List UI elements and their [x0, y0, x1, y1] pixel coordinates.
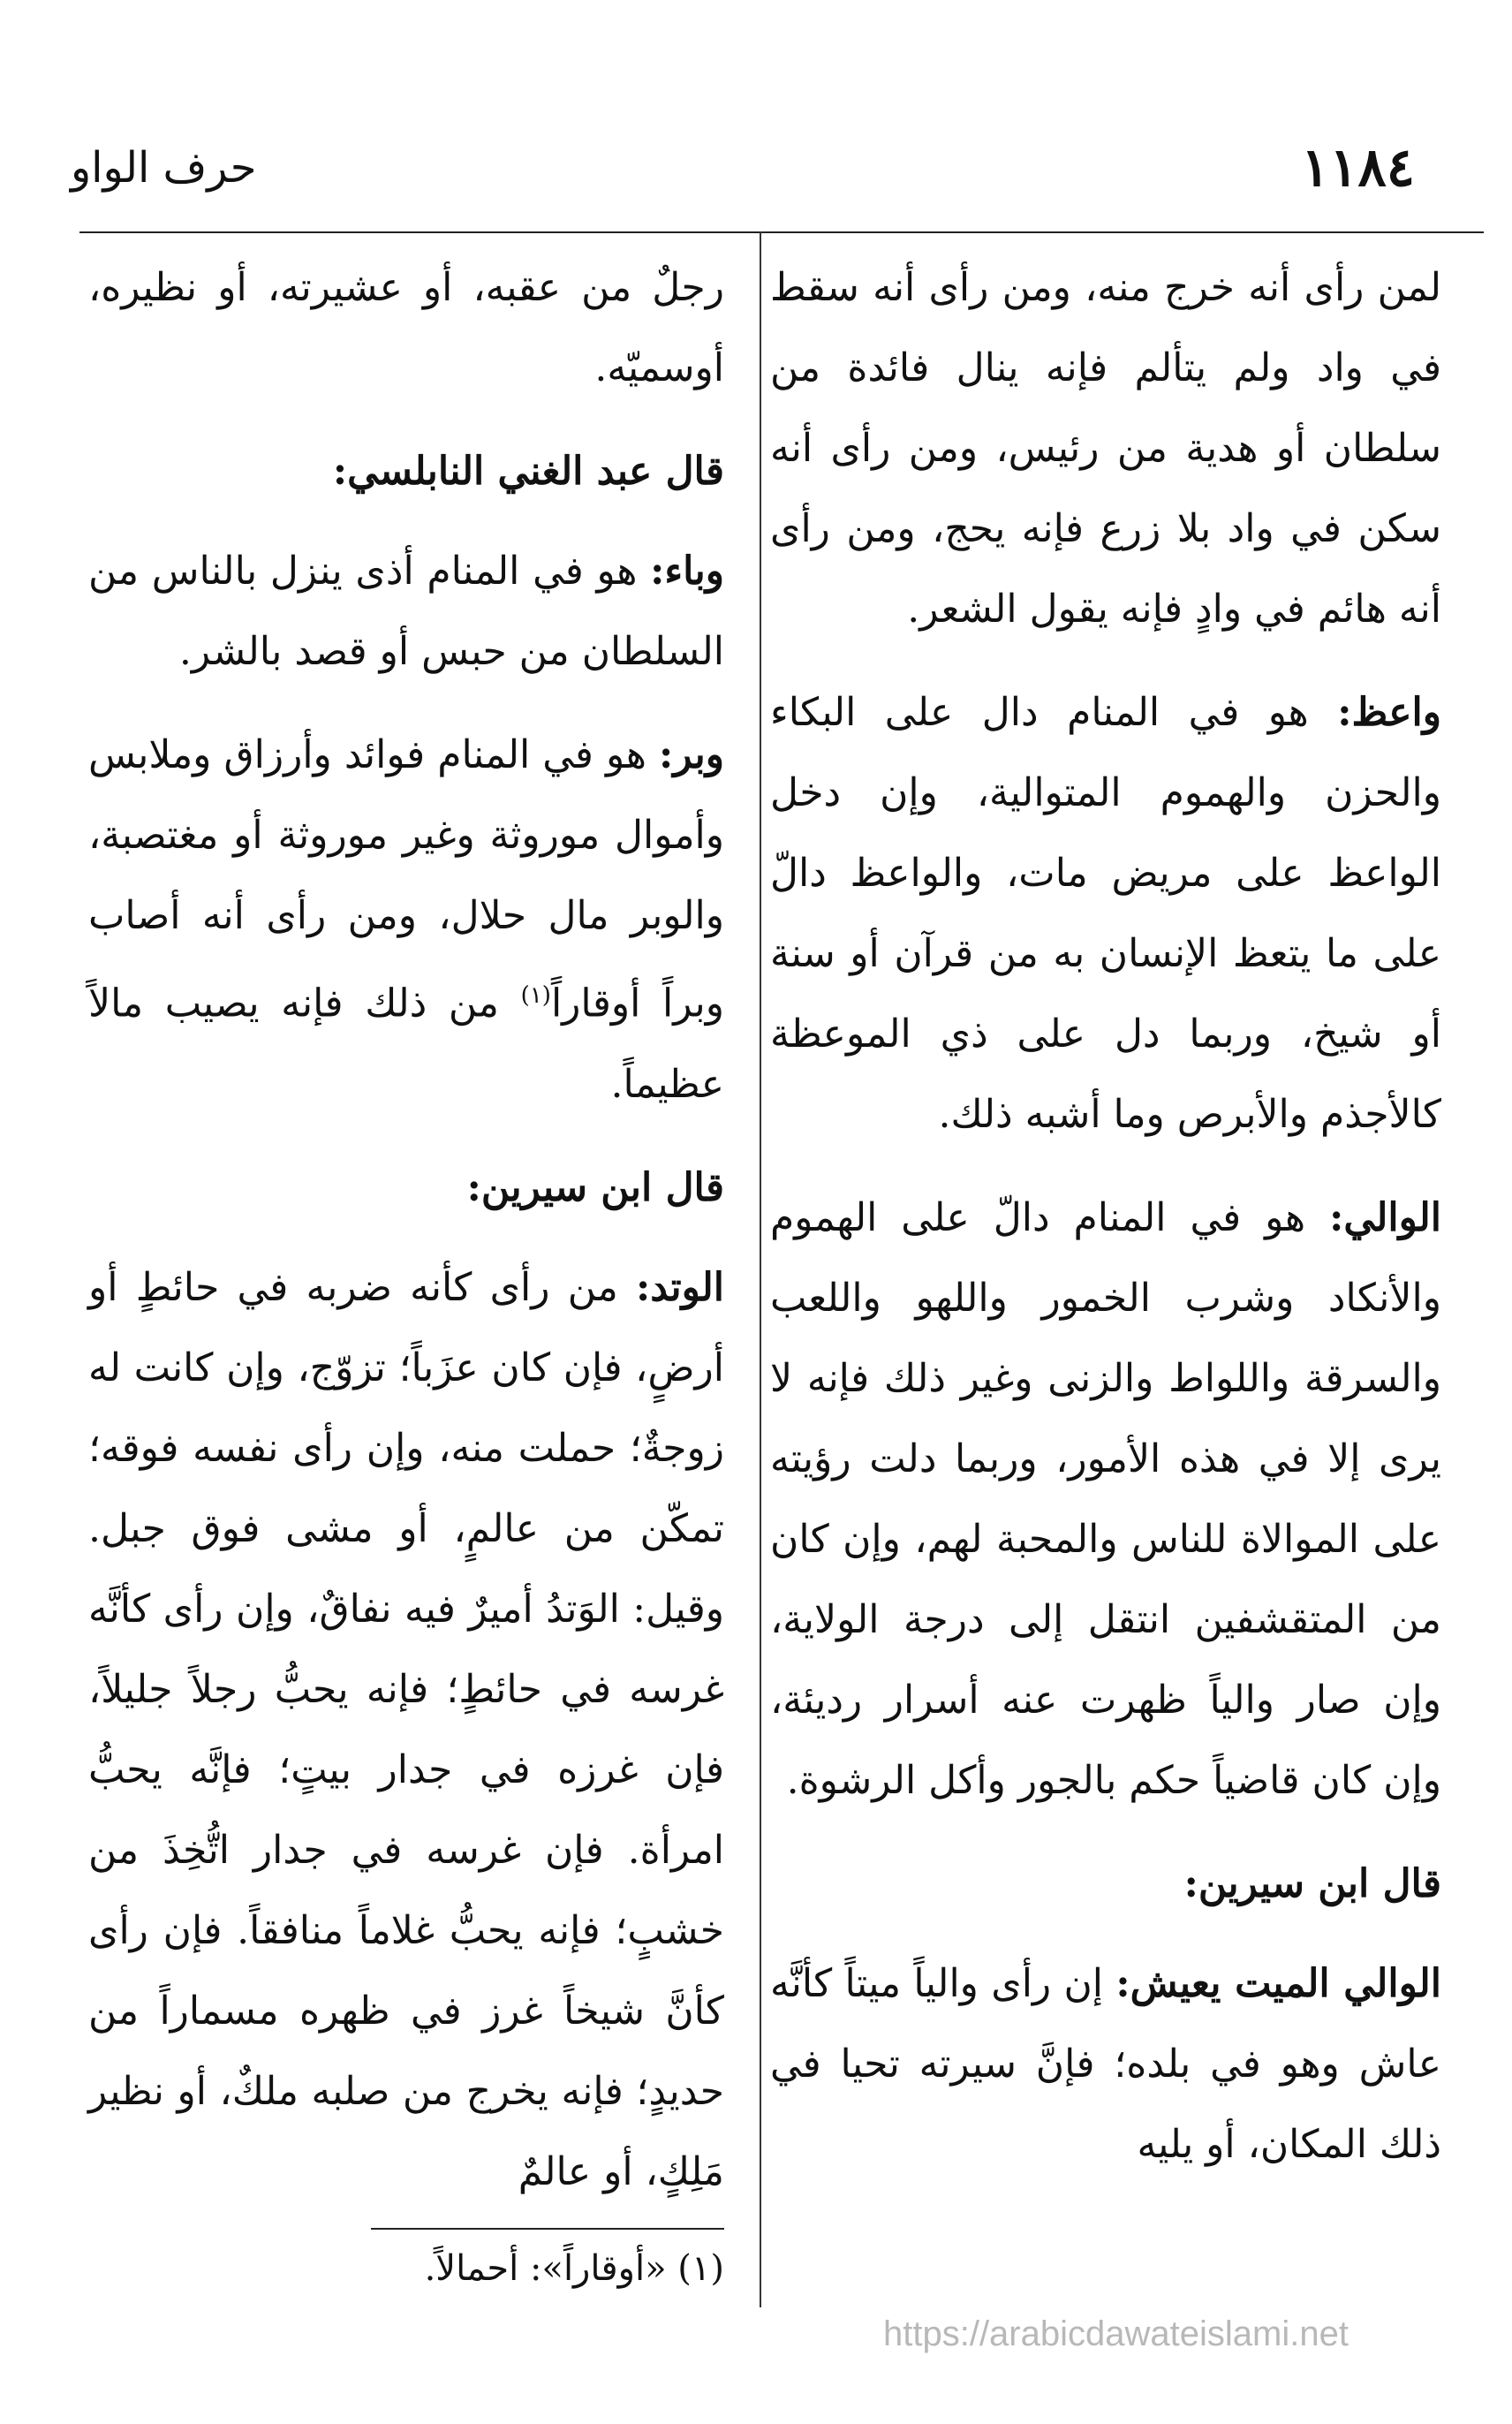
section-heading: قال عبد الغني النابلسي: [332, 449, 724, 494]
paragraph: لمن رأى أنه خرج منه، ومن رأى أنه سقط في واد ولم يتألم فإنه ينال فائدة من سلطان أو هدية من رئيس، ومن رأى أنه سكن في واد بلا زرع فإنه يحج، ومن رأى أنه هائم في وادٍ فإنه يقول الشعر. [770, 265, 1441, 632]
header-rule [79, 231, 1484, 233]
footnote-marker: (١) [520, 982, 551, 1009]
entry-text: هو في المنام دالّ على الهموم والأنكاد وشرب الخمور واللهو واللعب والسرقة واللواط والزنى وغير ذلك فإنه لا يرى إلا في هذه الأمور، وربما دلت رؤيته على الموالاة للناس والمحبة لهم، وإن كان من المتقشفين انتقل إلى درجة الولاية، وإن صار والياً ظهرت عنه أسرار رديئة، وإن كان قاضياً حكم بالجور وأكل الرشوة. [770, 1195, 1441, 1803]
entry-head: الوالي: [1329, 1195, 1441, 1240]
entry-text: من رأى كأنه ضربه في حائطٍ أو أرضٍ، فإن كان عزَباً؛ تزوّج، وإن كانت له زوجةٌ؛ حملت منه، وإن رأى نفسه فوقه؛ تمكّن من عالمٍ، أو مشى فوق جبل. وقيل: الوَتدُ أميرٌ فيه نفاقٌ، وإن رأى كأنَّه غرسه في حائطٍ؛ فإنه يحبُّ رجلاً جليلاً، فإن غرزه في جدار بيتٍ؛ فإنَّه يحبُّ امرأة. فإن غرسه في جدار اتُّخِذَ من خشبٍ؛ فإنه يحبُّ غلاماً منافقاً. فإن رأى كأنَّ شيخاً غرز في ظهره مسماراً من حديدٍ؛ فإنه يخرج من صلبه ملكٌ، أو نظير مَلِكٍ، أو عالمٌ [88, 1264, 724, 2194]
page-number: ١١٨٤ [1301, 137, 1415, 199]
paragraph: رجلٌ من عقبه، أو عشيرته، أو نظيره، أوسميّه. [88, 265, 724, 390]
column-divider [760, 231, 761, 2307]
section-heading: قال ابن سيرين: [1183, 1861, 1441, 1906]
entry-text: هو في المنام أذى ينزل بالناس من السلطان من حبس أو قصد بالشر. [88, 549, 724, 674]
entry-text: من ذلك فإنه يصيب مالاً عظيماً. [88, 981, 724, 1107]
entry-head: وباء: [650, 549, 724, 594]
section-heading: قال ابن سيرين: [466, 1164, 724, 1210]
entry-watad [88, 1247, 724, 2212]
entry-wali [770, 1178, 1441, 1821]
entry-text: هو في المنام فوائد وأرزاق وملابس وأموال موروثة وغير موروثة أو مغتصبة، والوبر مال حلال، ومن رأى أنه أصاب وبراً أوقاراً [88, 732, 724, 1026]
footnote-rule [371, 2228, 724, 2230]
entry-waba [88, 531, 724, 692]
entry-wali-mayyit [770, 1943, 1441, 2185]
watermark-url: https://arabicdawateislami.net [883, 2314, 1349, 2353]
entry-head: الوتد: [636, 1264, 724, 1310]
entry-text: إن رأى والياً ميتاً كأنَّه عاش وهو في بلده؛ فإنَّ سيرته تحيا في ذلك المكان، أو يليه [770, 1961, 1441, 2167]
entry-wa3iz [770, 672, 1441, 1155]
entry-head: واعظ: [1337, 690, 1441, 735]
footnote: (١) «أوقاراً»: أحمالاً. [424, 2248, 724, 2289]
entry-head: وبر: [658, 732, 724, 777]
running-header-title: حرف الواو [71, 143, 257, 193]
entry-head: الوالي الميت يعيش: [1115, 1961, 1441, 2006]
entry-text: هو في المنام دال على البكاء والحزن والهموم المتوالية، وإن دخل الواعظ على مريض مات، والواعظ دالّ على ما يتعظ الإنسان به من قرآن أو سنة أو شيخ، وربما دل على ذي الموعظة كالأجذم والأبرص وما أشبه ذلك. [770, 690, 1441, 1137]
entry-wabar [88, 715, 724, 1125]
left-column [88, 247, 724, 2235]
right-column [770, 247, 1441, 2208]
